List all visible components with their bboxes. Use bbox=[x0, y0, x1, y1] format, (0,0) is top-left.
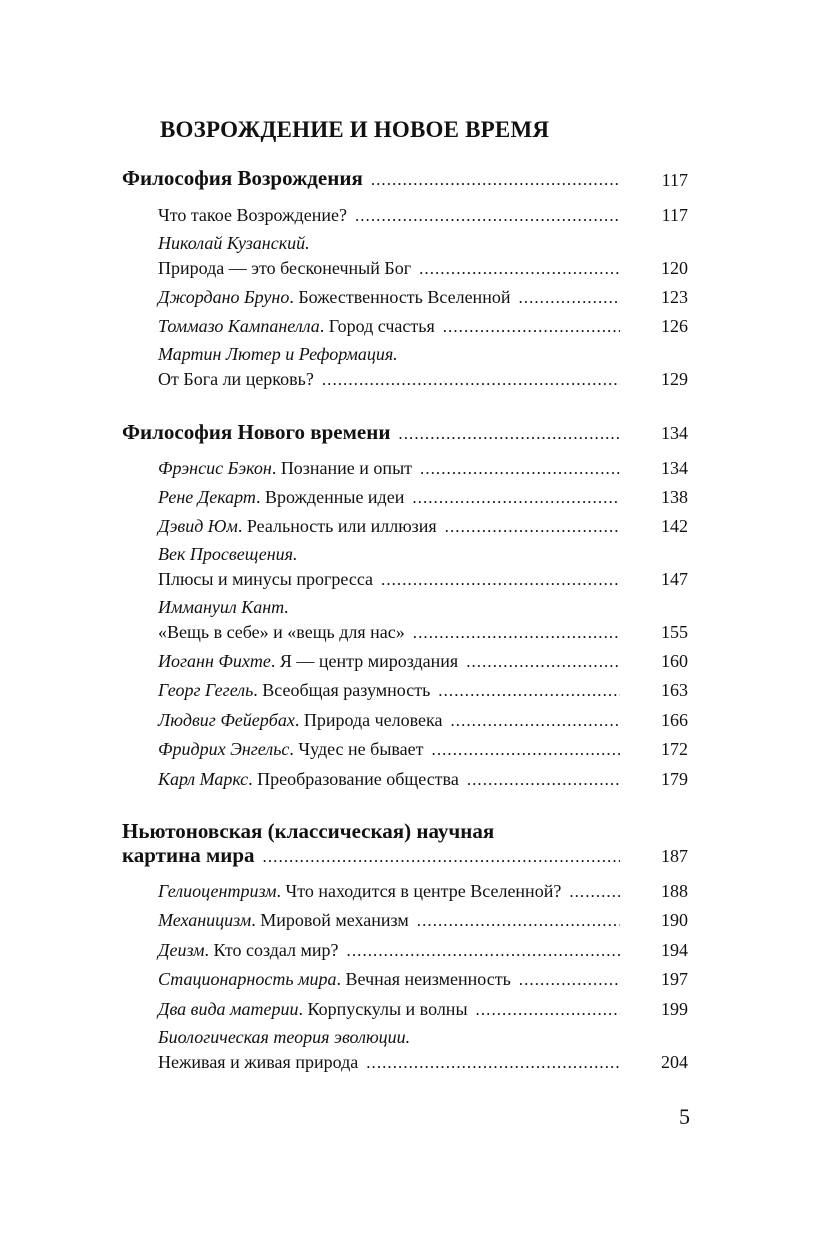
entry-title: . Всеобщая разумность bbox=[253, 680, 431, 700]
toc-entry bbox=[158, 258, 630, 279]
entry-title: Природа — это бесконечный Бог bbox=[158, 258, 412, 278]
section-heading bbox=[122, 420, 630, 445]
toc-entry bbox=[158, 680, 630, 701]
page-number: 134 bbox=[661, 458, 688, 478]
entry-title: . Чудес не бывает bbox=[289, 739, 424, 759]
dot-leader bbox=[419, 258, 620, 279]
page-number: 188 bbox=[661, 881, 688, 901]
dot-leader bbox=[445, 516, 620, 537]
dot-leader bbox=[569, 881, 620, 902]
section-title: картина мира bbox=[122, 843, 255, 867]
entry-title: . Вечная неизменность bbox=[336, 969, 511, 989]
page-number: 129 bbox=[661, 369, 688, 389]
toc-entry bbox=[158, 569, 630, 590]
entry-author: Людвиг Фейербах bbox=[158, 710, 295, 730]
toc-entry bbox=[158, 999, 630, 1020]
page-number: 134 bbox=[661, 423, 688, 443]
folio-page-number: 5 bbox=[679, 1104, 690, 1129]
dot-leader bbox=[432, 739, 620, 760]
page-number: 204 bbox=[661, 1052, 688, 1072]
entry-author: Два вида материи bbox=[158, 999, 299, 1019]
dot-leader bbox=[322, 369, 620, 390]
entry-author: Дэвид Юм bbox=[158, 516, 238, 536]
toc-entry bbox=[158, 205, 630, 226]
dot-leader bbox=[398, 420, 620, 445]
toc-entry bbox=[158, 287, 630, 308]
dot-leader bbox=[420, 458, 620, 479]
dot-leader bbox=[443, 316, 620, 337]
page-number: 155 bbox=[661, 622, 688, 642]
section-title-line1: Ньютоновская (классическая) научная bbox=[122, 819, 495, 843]
entry-author: Георг Гегель bbox=[158, 680, 254, 700]
toc-entry bbox=[158, 710, 630, 731]
toc-entry bbox=[158, 651, 630, 672]
entry-author: Механицизм bbox=[158, 910, 252, 930]
entry-title: . Город счастья bbox=[319, 316, 435, 336]
dot-leader bbox=[347, 940, 620, 961]
toc-entry bbox=[158, 487, 630, 508]
page-number: 166 bbox=[661, 710, 688, 730]
page-number: 190 bbox=[661, 910, 688, 930]
toc-entry bbox=[158, 369, 630, 390]
toc-entry bbox=[158, 910, 630, 931]
entry-author: Рене Декарт bbox=[158, 487, 256, 507]
dot-leader bbox=[438, 680, 620, 701]
entry-title: . Корпускулы и волны bbox=[298, 999, 468, 1019]
entry-title: . Врожденные идеи bbox=[255, 487, 405, 507]
entry-title: . Божественность Вселенной bbox=[289, 287, 511, 307]
dot-leader bbox=[366, 1052, 620, 1073]
dot-leader bbox=[263, 843, 620, 868]
entry-author: Карл Маркс bbox=[158, 769, 249, 789]
page-number: 123 bbox=[661, 287, 688, 307]
toc-entry bbox=[158, 881, 630, 902]
page-number: 117 bbox=[661, 170, 688, 190]
entry-author: Джордано Бруно bbox=[158, 287, 290, 307]
dot-leader bbox=[518, 287, 620, 308]
page-number: 120 bbox=[661, 258, 688, 278]
part-title: ВОЗРОЖДЕНИЕ И НОВОЕ ВРЕМЯ bbox=[160, 117, 550, 142]
entry-author: Деизм bbox=[158, 940, 205, 960]
entry-author: Иммануил Кант. bbox=[158, 597, 289, 617]
entry-title: «Вещь в себе» и «вещь для нас» bbox=[158, 622, 405, 642]
entry-title: Что такое Возрождение? bbox=[158, 205, 347, 225]
toc-entry bbox=[158, 516, 630, 537]
page-number: 138 bbox=[661, 487, 688, 507]
page-number: 197 bbox=[661, 969, 688, 989]
section-title: Философия Нового времени bbox=[122, 420, 391, 444]
entry-author: Мартин Лютер и Реформация. bbox=[158, 344, 398, 364]
entry-title: . Познание и опыт bbox=[271, 458, 413, 478]
dot-leader bbox=[412, 487, 620, 508]
dot-leader bbox=[371, 166, 620, 191]
dot-leader bbox=[519, 969, 620, 990]
page-number: 160 bbox=[661, 651, 688, 671]
page-number: 142 bbox=[661, 516, 688, 536]
entry-title: . Кто создал мир? bbox=[204, 940, 339, 960]
page-number: 194 bbox=[661, 940, 688, 960]
toc-entry bbox=[158, 769, 630, 790]
entry-title: . Преобразование общества bbox=[248, 769, 459, 789]
entry-author: Век Просвещения. bbox=[158, 544, 298, 564]
dot-leader bbox=[450, 710, 620, 731]
entry-author: Николай Кузанский. bbox=[158, 233, 310, 253]
toc-entry bbox=[158, 622, 630, 643]
dot-leader bbox=[467, 769, 620, 790]
page-number: 163 bbox=[661, 680, 688, 700]
entry-author: Гелиоцентризм bbox=[158, 881, 277, 901]
dot-leader bbox=[417, 910, 620, 931]
section-heading bbox=[122, 843, 630, 868]
section-heading bbox=[122, 166, 630, 191]
entry-author: Фридрих Энгельс bbox=[158, 739, 290, 759]
entry-title: . Я — центр мироздания bbox=[270, 651, 459, 671]
page-number: 187 bbox=[661, 846, 688, 866]
entry-title: . Мировой механизм bbox=[251, 910, 409, 930]
entry-title: . Что находится в центре Вселенной? bbox=[276, 881, 562, 901]
entry-title: . Реальность или иллюзия bbox=[237, 516, 437, 536]
entry-author: Стационарность мира bbox=[158, 969, 337, 989]
dot-leader bbox=[466, 651, 620, 672]
page-number: 126 bbox=[661, 316, 688, 336]
toc-entry bbox=[158, 458, 630, 479]
toc-entry bbox=[158, 316, 630, 337]
page-number: 147 bbox=[661, 569, 688, 589]
dot-leader bbox=[476, 999, 620, 1020]
page-number: 172 bbox=[661, 739, 688, 759]
toc-entry bbox=[158, 739, 630, 760]
entry-title: Неживая и живая природа bbox=[158, 1052, 359, 1072]
entry-author: Биологическая теория эволюции. bbox=[158, 1027, 411, 1047]
entry-author: Фрэнсис Бэкон bbox=[158, 458, 272, 478]
toc-entry bbox=[158, 969, 630, 990]
entry-title: . Природа человека bbox=[294, 710, 443, 730]
dot-leader bbox=[381, 569, 620, 590]
page-number: 117 bbox=[661, 205, 688, 225]
page-number: 199 bbox=[661, 999, 688, 1019]
toc-entry bbox=[158, 1052, 630, 1073]
toc-entry bbox=[158, 940, 630, 961]
dot-leader bbox=[413, 622, 620, 643]
entry-title: Плюсы и минусы прогресса bbox=[158, 569, 374, 589]
entry-author: Иоганн Фихте bbox=[158, 651, 271, 671]
page-number: 179 bbox=[661, 769, 688, 789]
section-title: Философия Возрождения bbox=[122, 166, 363, 190]
dot-leader bbox=[355, 205, 620, 226]
entry-title: От Бога ли церковь? bbox=[158, 369, 314, 389]
entry-author: Томмазо Кампанелла bbox=[158, 316, 320, 336]
